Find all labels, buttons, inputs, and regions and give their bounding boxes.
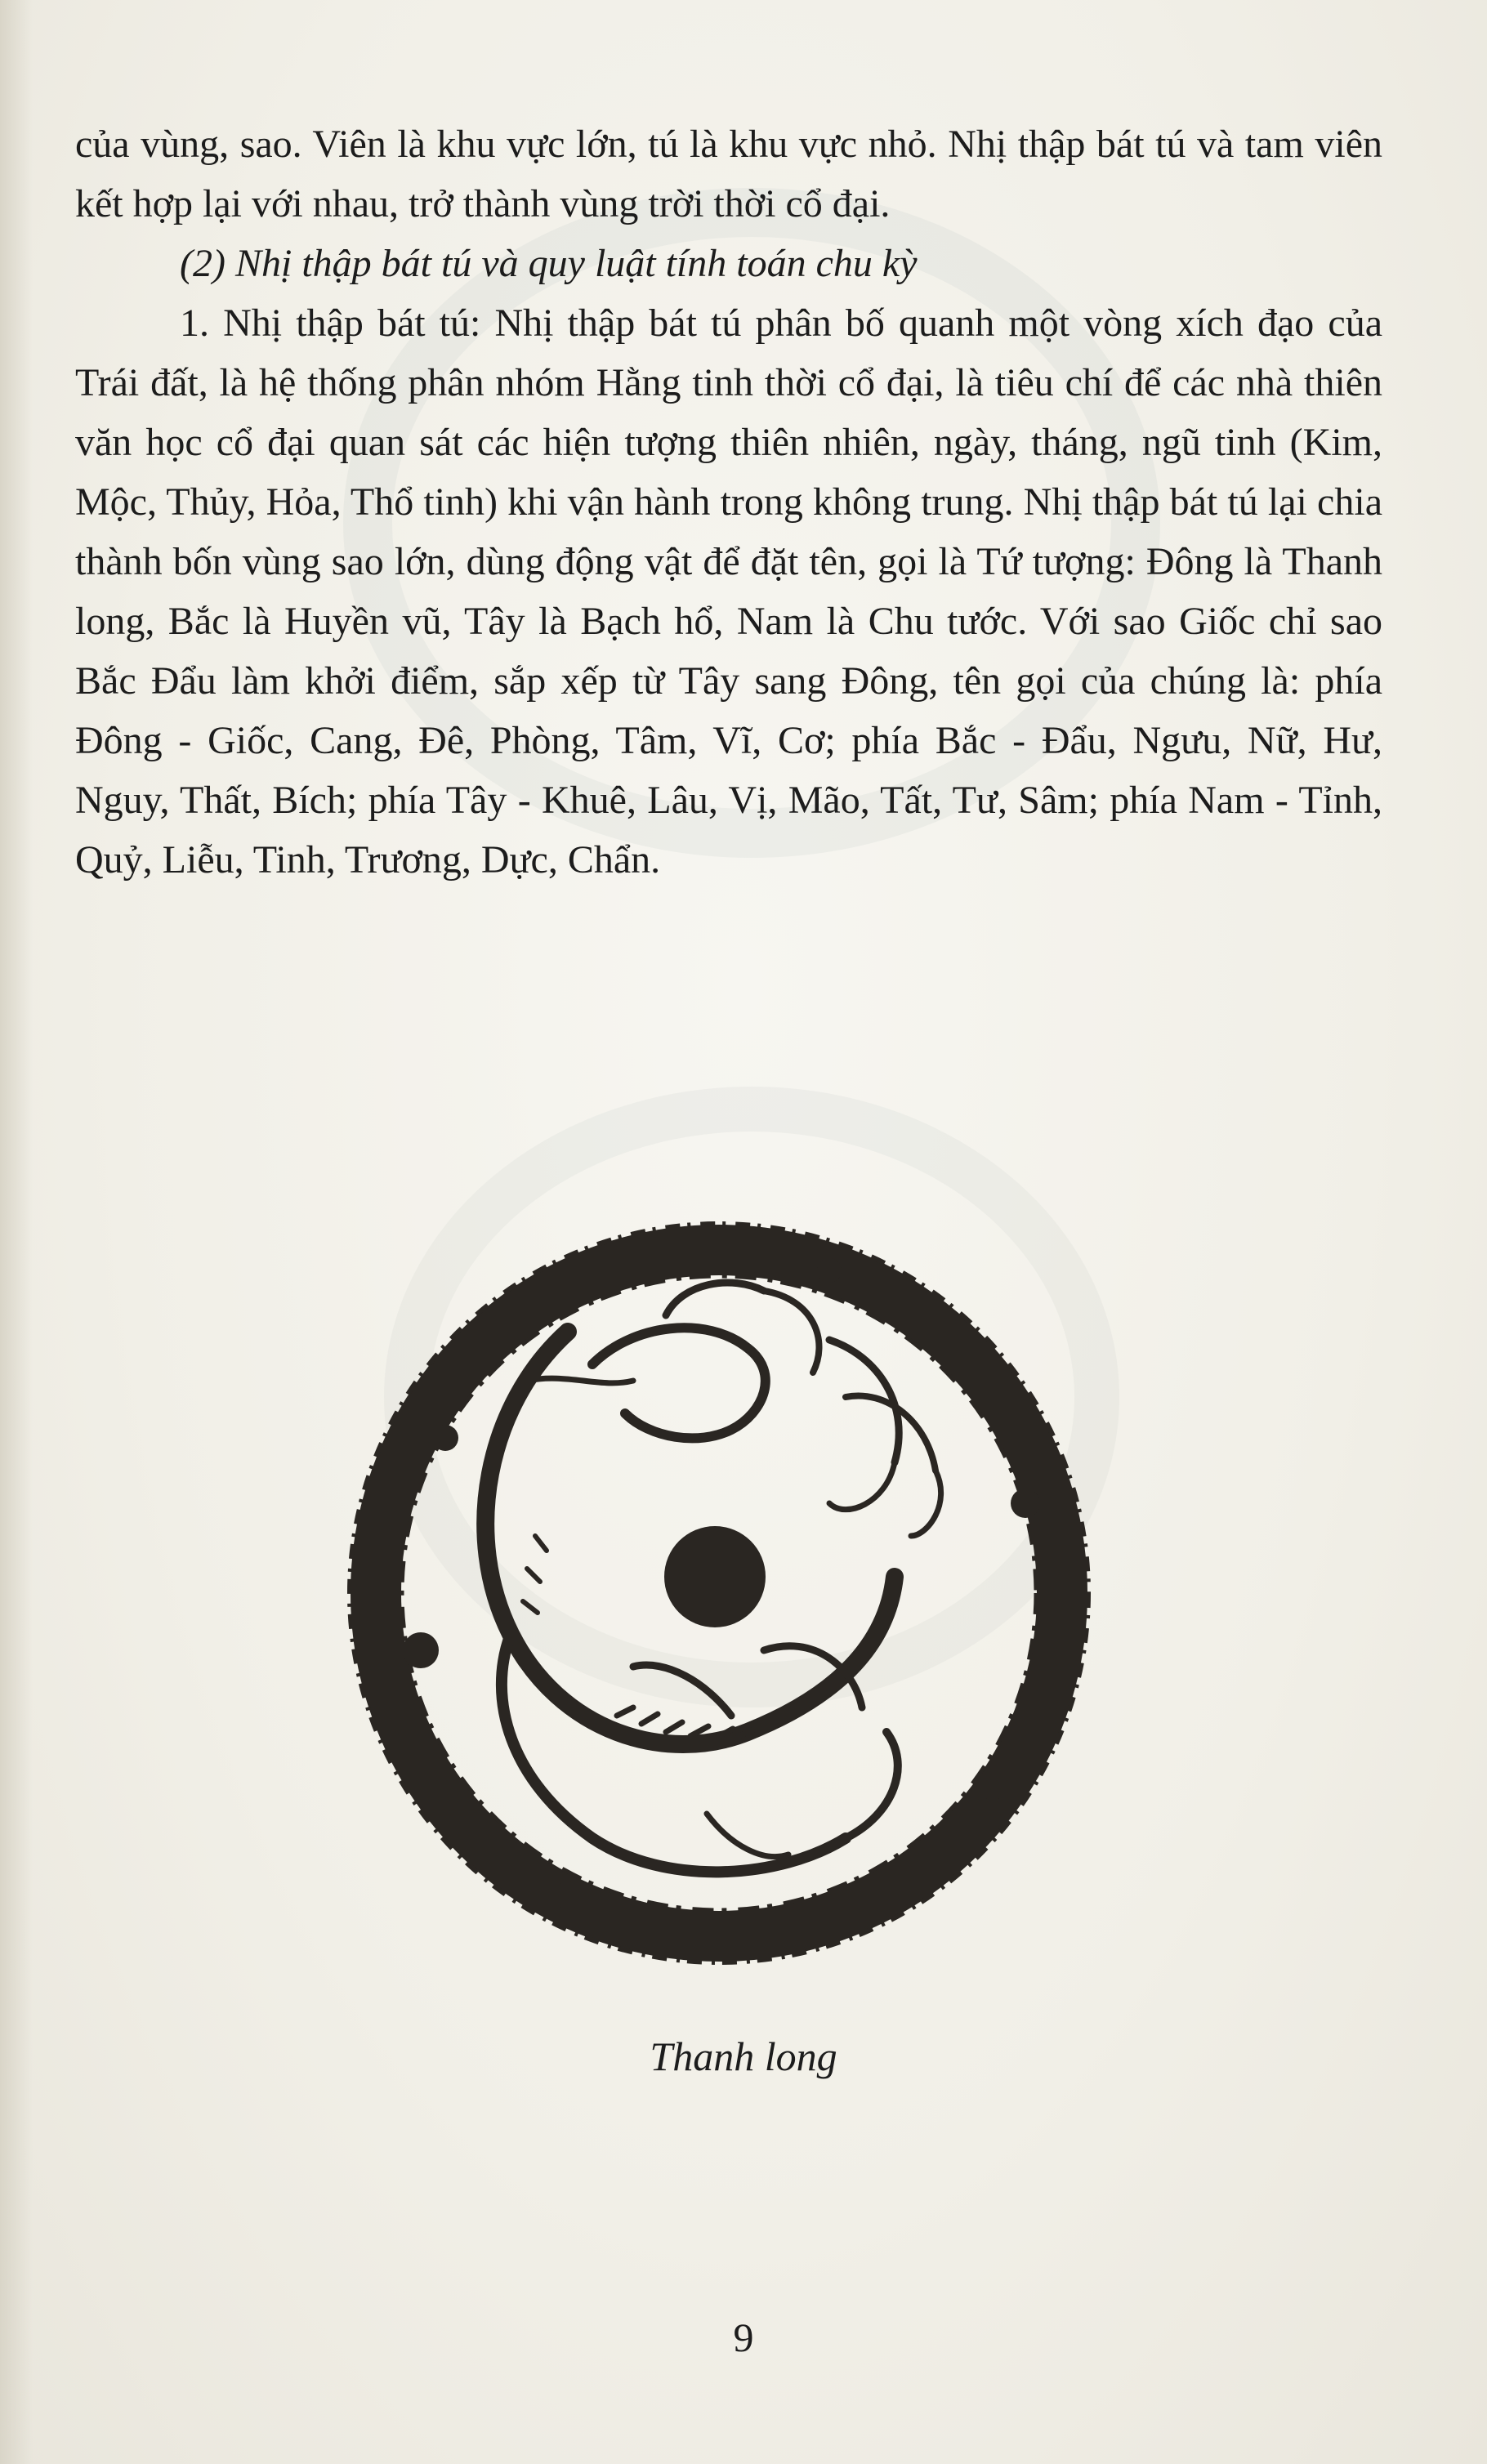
paragraph-nhi-thap-bat-tu: 1. Nhị thập bát tú: Nhị thập bát tú phân bố quanh một vòng xích đạo của Trái đất, là hệ thống phân nhóm Hằng tinh thời cổ đại, là tiêu chí để các nhà thiên văn học cổ đại quan sát các hiện tượng thiên nhiên, ngày, tháng, ngũ tinh (Kim, Mộc, Thủy, Hỏa, Thổ tinh) khi vận hành trong không trung. Nhị thập bát tú lại chia thành bốn vùng sao lớn, dùng động vật để đặt tên, gọi là Tứ tượng: Đông là Thanh long, Bắc là Huyền vũ, Tây là Bạch hổ, Nam là Chu tước. Với sao Giốc chỉ sao Bắc Đẩu làm khởi điểm, sắp xếp từ Tây sang Đông, tên gọi của chúng là: phía Đông - Giốc, Cang, Đê, Phòng, Tâm, Vĩ, Cơ; phía Bắc - Đẩu, Ngưu, Nữ, Hư, Nguy, Thất, Bích; phía Tây - Khuê, Lâu, Vị, Mão, Tất, Tư, Sâm; phía Nam - Tỉnh, Quỷ, Liễu, Tinh, Trương, Dực, Chẩn. (75, 301, 1382, 882)
section-heading: (2) Nhị thập bát tú và quy luật tính toán chu kỳ (180, 242, 918, 285)
paragraph-continuation: của vùng, sao. Viên là khu vực lớn, tú là khu vực nhỏ. Nhị thập bát tú và tam viên kết hợp lại với nhau, trở thành vùng trời thời cổ đại. (75, 123, 1382, 225)
spine-shadow (0, 0, 33, 2464)
thanh-long-dragon-icon (323, 1193, 1115, 1993)
body-text (75, 114, 1382, 890)
page-number: 9 (733, 2314, 754, 2360)
figure-caption: Thanh long (650, 2033, 837, 2079)
